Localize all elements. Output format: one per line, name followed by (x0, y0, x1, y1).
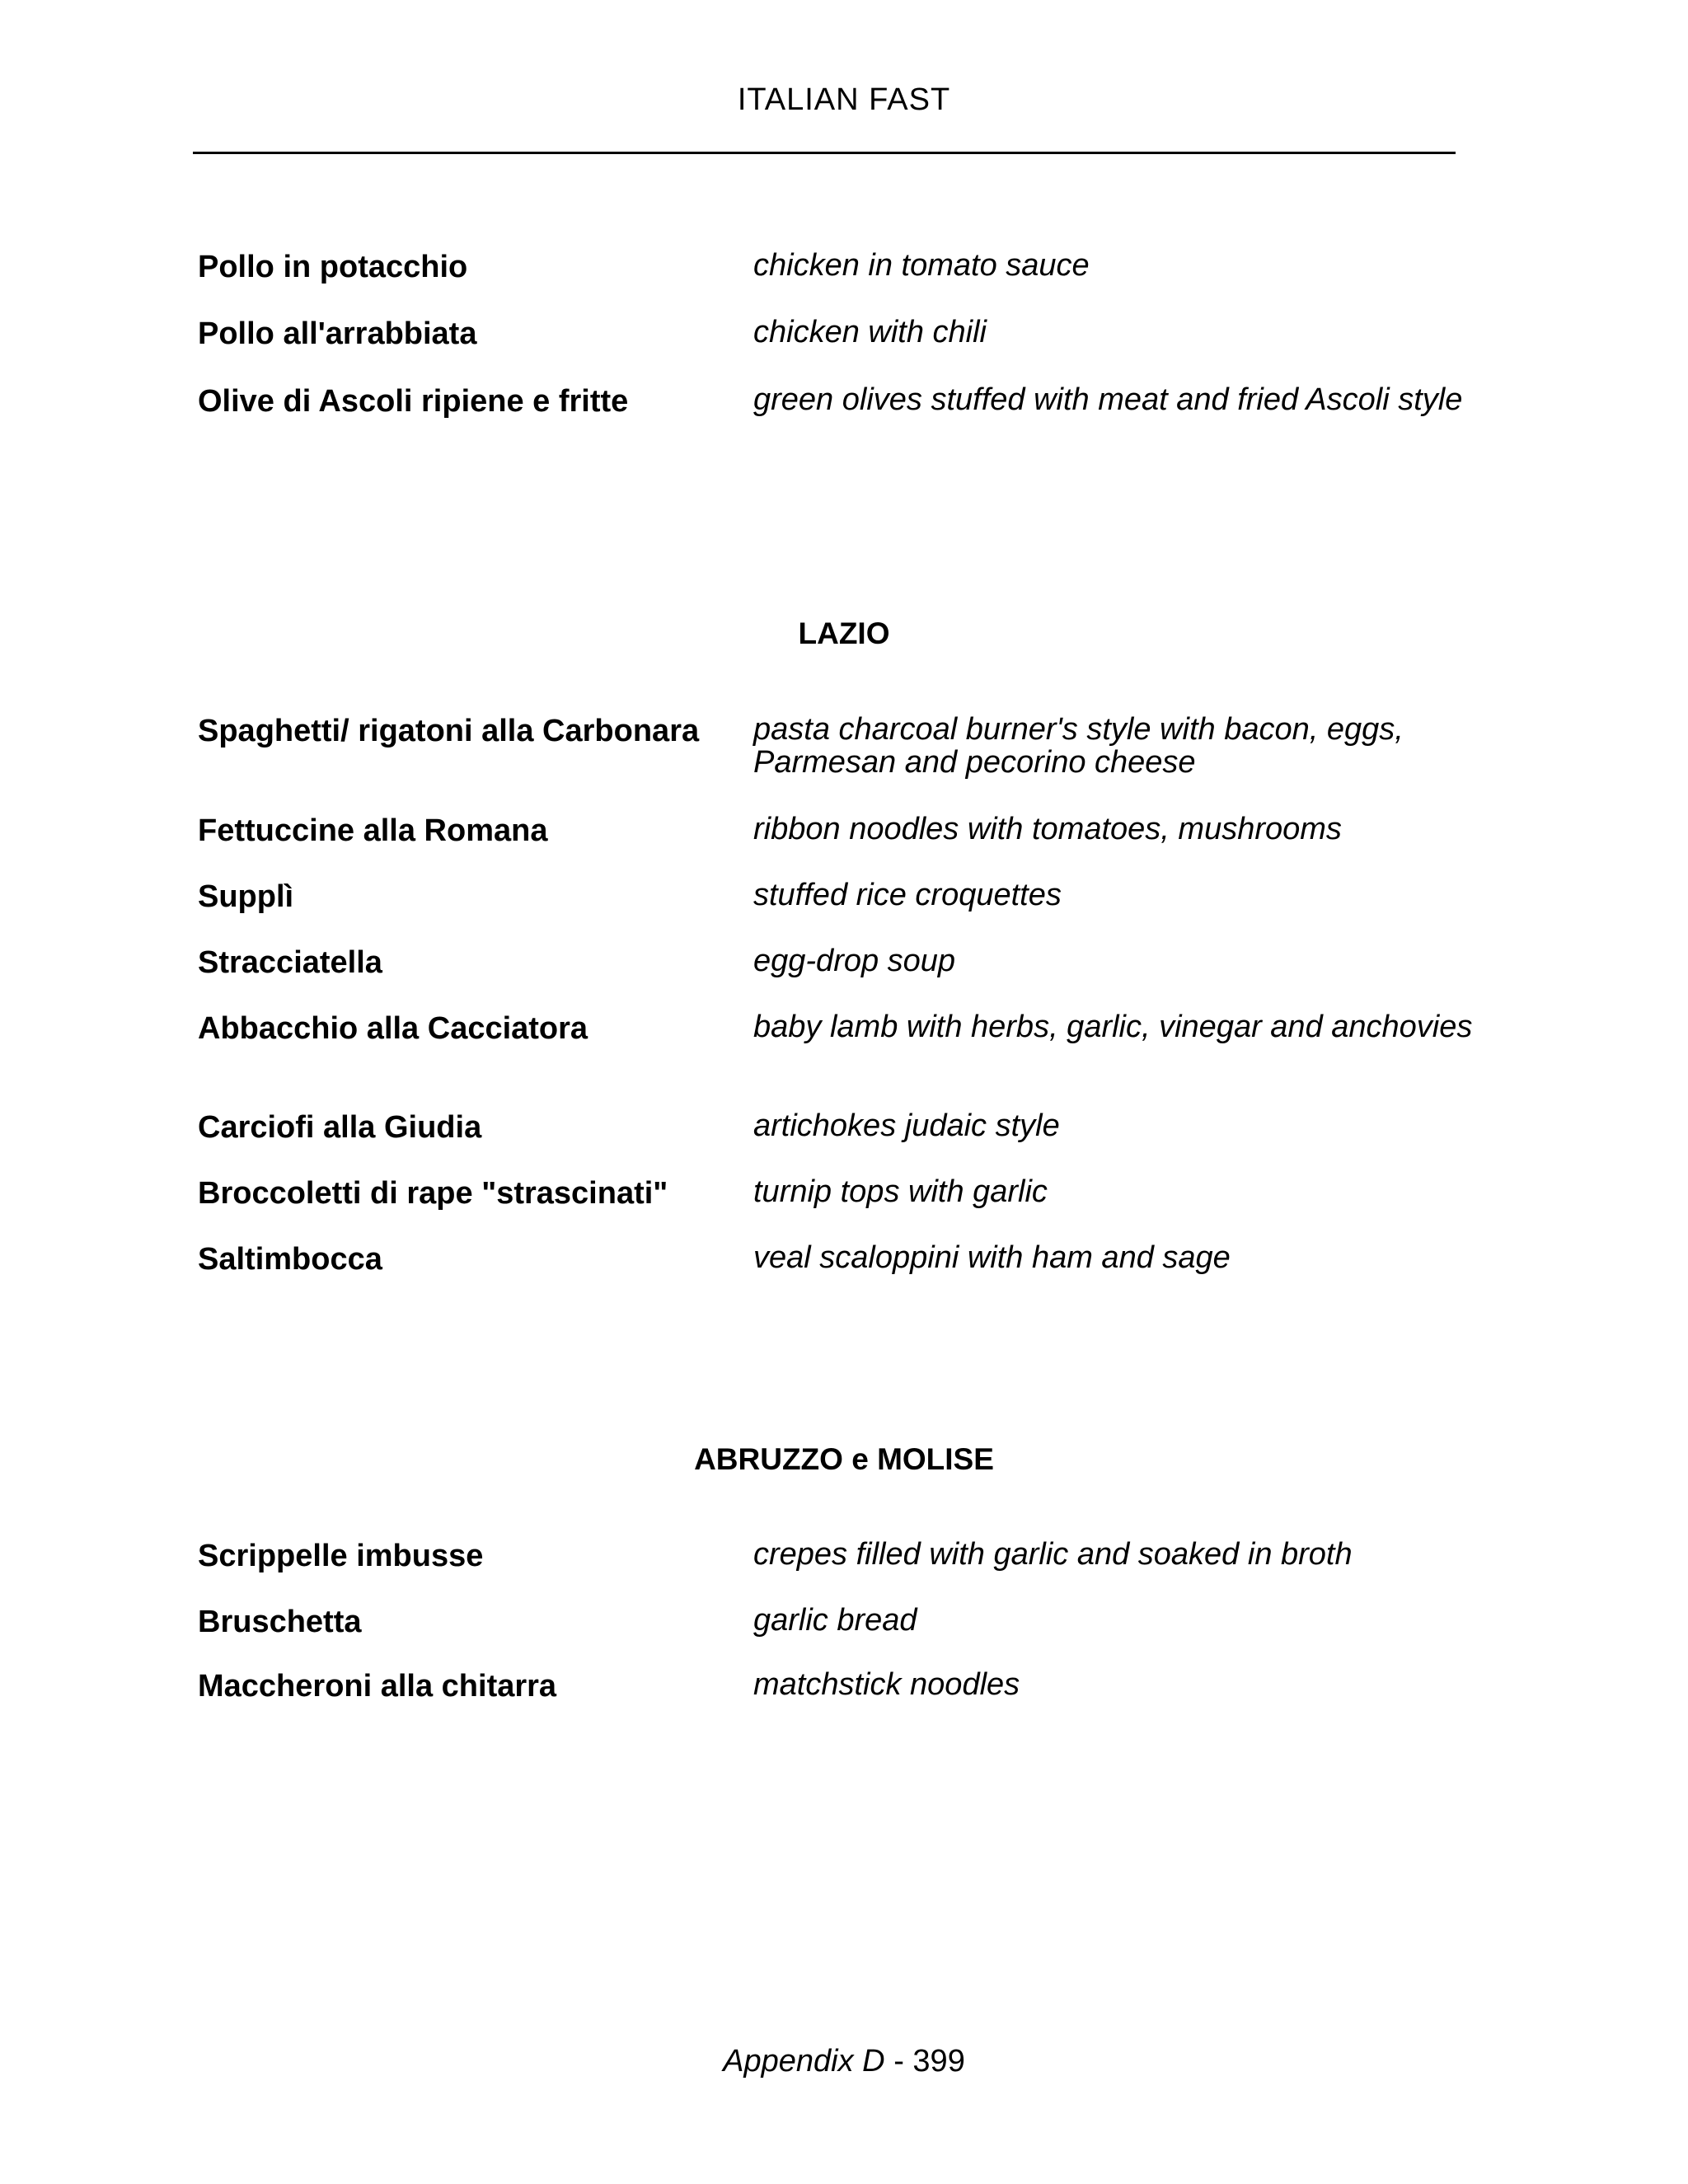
dish-name: Spaghetti/ rigatoni alla Carbonara (198, 714, 700, 748)
dish-description: garlic bread (753, 1603, 917, 1638)
dish-name: Bruschetta (198, 1605, 362, 1639)
dish-description: egg-drop soup (753, 944, 956, 978)
dish-description: turnip tops with garlic (753, 1174, 1048, 1209)
dish-description: ribbon noodles with tomatoes, mushrooms (753, 812, 1342, 846)
dish-name: Maccheroni alla chitarra (198, 1669, 557, 1704)
dish-name: Broccoletti di rape "strascinati" (198, 1176, 668, 1211)
section-title-abruzzo-molise: ABRUZZO e MOLISE (694, 1442, 994, 1476)
footer-separator: - (884, 2044, 913, 2079)
dish-description: matchstick noodles (753, 1667, 1020, 1702)
dish-name: Saltimbocca (198, 1242, 382, 1277)
dish-description: veal scaloppini with ham and sage (753, 1240, 1231, 1275)
dish-description: baby lamb with herbs, garlic, vinegar and anchovies (753, 1010, 1473, 1044)
section-title-lazio: LAZIO (798, 616, 890, 650)
dish-name: Olive di Ascoli ripiene e fritte (198, 384, 629, 419)
dish-description: chicken in tomato sauce (753, 248, 1090, 283)
dish-description: green olives stuffed with meat and fried Ascoli style (753, 382, 1463, 417)
page-number: 399 (912, 2044, 965, 2079)
dish-description: stuffed rice croquettes (753, 878, 1062, 912)
dish-name: Fettuccine alla Romana (198, 813, 548, 848)
dish-description: chicken with chili (753, 315, 987, 349)
header-divider (193, 152, 1456, 154)
dish-description: artichokes judaic style (753, 1108, 1060, 1143)
page-header-title: ITALIAN FAST (737, 82, 951, 117)
dish-name: Carciofi alla Giudia (198, 1110, 482, 1145)
dish-name: Stracciatella (198, 945, 382, 980)
dish-name: Pollo in potacchio (198, 250, 468, 284)
dish-name: Scrippelle imbusse (198, 1539, 484, 1573)
dish-description: crepes filled with garlic and soaked in broth (753, 1537, 1353, 1572)
dish-description: pasta charcoal burner's style with bacon, eggs, Parmesan and pecorino cheese (753, 712, 1404, 780)
dish-name: Supplì (198, 879, 294, 914)
dish-name: Pollo all'arrabbiata (198, 316, 477, 351)
page-footer (0, 2044, 1688, 2079)
dish-name: Abbacchio alla Cacciatora (198, 1011, 588, 1046)
footer-appendix-label: Appendix D (723, 2044, 885, 2079)
